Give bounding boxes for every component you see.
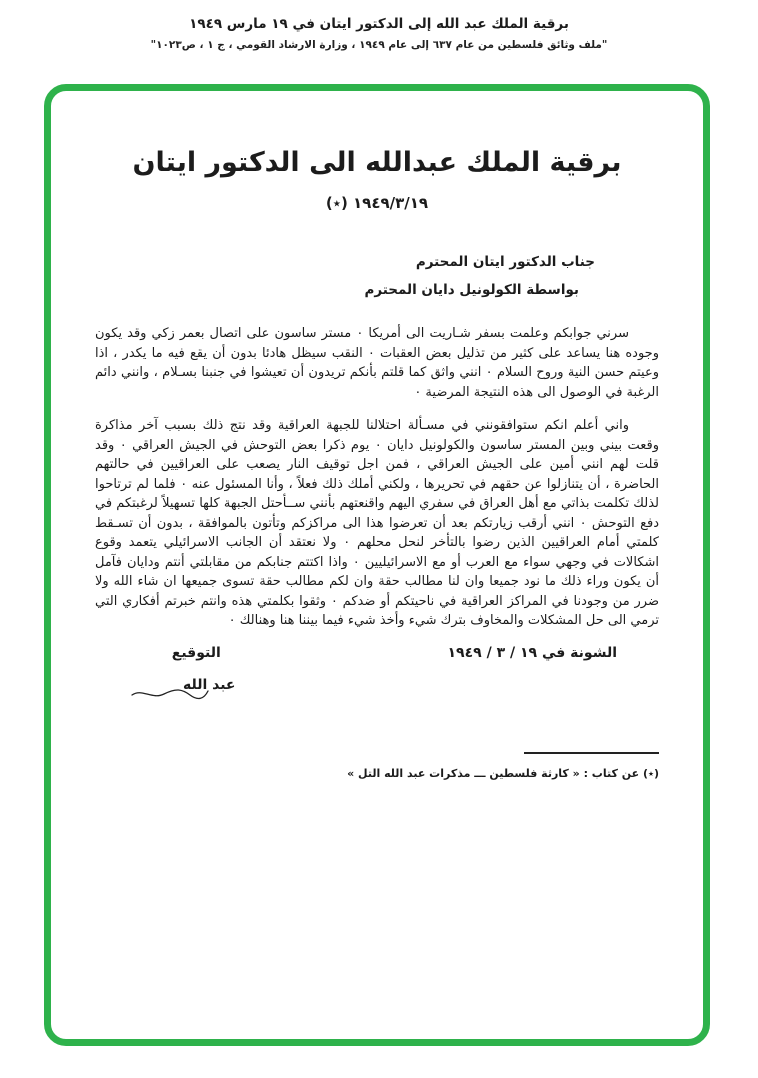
caption-title: برقية الملك عبد الله إلى الدكتور ايتان في ١٩ مارس ١٩٤٩ — [189, 16, 569, 32]
paragraph: سرني جوابكم وعلمت بسفر شـاريت الى أمريكا ٠ مستر ساسون على اتصال بعمر زكي وقد يكون وجوده هنا يساعد على كثير من تذليل بعض العقبات ٠ النقب سيظل هادئا بدون أن يقع فيه ما يكدر ، اذا وعيتم حسن النية وروح السلام ٠ انني واثق كما قلتم بأنكم تريدون أن تعيشوا في جنبنا بسـلام ، وانني دائم الرغبة في الوصول الى هذه النتيجة المرضية ٠ — [95, 326, 660, 400]
letter-body — [95, 324, 659, 631]
signature-row — [95, 645, 659, 693]
salutation-block — [95, 254, 659, 298]
place-and-date: الشونة في ١٩ / ٣ / ١٩٤٩ — [447, 644, 617, 661]
footnote-divider — [524, 752, 659, 754]
signature-label: التوقيع — [171, 644, 221, 661]
page-caption — [0, 0, 758, 51]
letter-date: ١٩٤٩/٣/١٩ (٭) — [325, 194, 429, 212]
signature-name-text: عبد الله — [183, 676, 236, 693]
footnote-rule-wrap — [95, 739, 659, 758]
footnote-text: (٭) عن كتاب : « كارثة فلسطين ـــ مذكرات عبد الله التل » — [347, 766, 659, 780]
footnote-area — [95, 739, 659, 780]
letter-title: برقية الملك عبدالله الى الدكتور ايتان — [132, 147, 622, 178]
signature-block — [157, 645, 236, 693]
handwritten-signature-scribble-icon — [130, 686, 210, 702]
signature-name — [157, 677, 236, 693]
salutation-via: بواسطة الكولونيل دايان المحترم — [364, 282, 579, 298]
salutation-recipient: جناب الدكتور ايتان المحترم — [415, 254, 595, 270]
caption-source: "ملف وثائق فلسطين من عام ٦٣٧ إلى عام ١٩٤٩ ، وزارة الارشاد القومي ، ج ١ ، ص١٠٢٣" — [150, 39, 608, 51]
document-frame — [44, 84, 710, 1046]
paragraph: واني أعلم انكم ستوافقونني في مسـألة احتلالنا للجبهة العراقية وقد نتج ذلك بسبب آخر مذاكرة وقعت بيني وبين المستر ساسون والكولونيل دايان ٠ يوم ذكرا بعض التوحش في الجيش العراقي ٠ وقد قلت لهم انني أمين على الجيش العراقي ، فمن اجل توقيف النار يصعب على العراقيين في حالتهم الحاضرة ، أن يتنازلوا عن حقهم في تحريرها ، ولكني أملك ذلك فعلاً ، وأنا المسئول عنه ٠ فلما لم ترتاحوا لذلك تكلمت بذاتي مع أهل العراق في سفري اليهم واقنعتهم بأنني ســأحتل الجبهة كلها تسهيلاً لرغبتكم في دفع التوحش ٠ انني أرقب زيارتكم بعد أن تعرضوا هذا الى مراكزكم وتأتون بالموافقة ، بدون أن تسـقط كلمتي أمام العراقيين الذين رضوا بالتأخر لنحل محلهم ٠ ولا نعتقد أن الجانب الاسرائيلي يتعمد وقوع اشكالات في وجهي سواء مع العرب أو مع الاسرائيليين ٠ واذا اكتتم جنابكم من مقابلتي أنتم ودايان فآمل أن يكون وراء ذلك ما نود جميعا وان لنا مطالب حقة وان لكم مطالب حقة تسوى جميعها ان شاء الله ولا ضرر من وجودنا في المراكز العراقية في ناحيتكم أو ضدكم ٠ وثقوا بكلمتي هذه وانتم خبرتم أفكاري التي ترمي الى حل المشكلات والمخاوف بترك شيء وأخذ شيء فيما بيننا هنا وهنالك ٠ — [95, 418, 660, 628]
